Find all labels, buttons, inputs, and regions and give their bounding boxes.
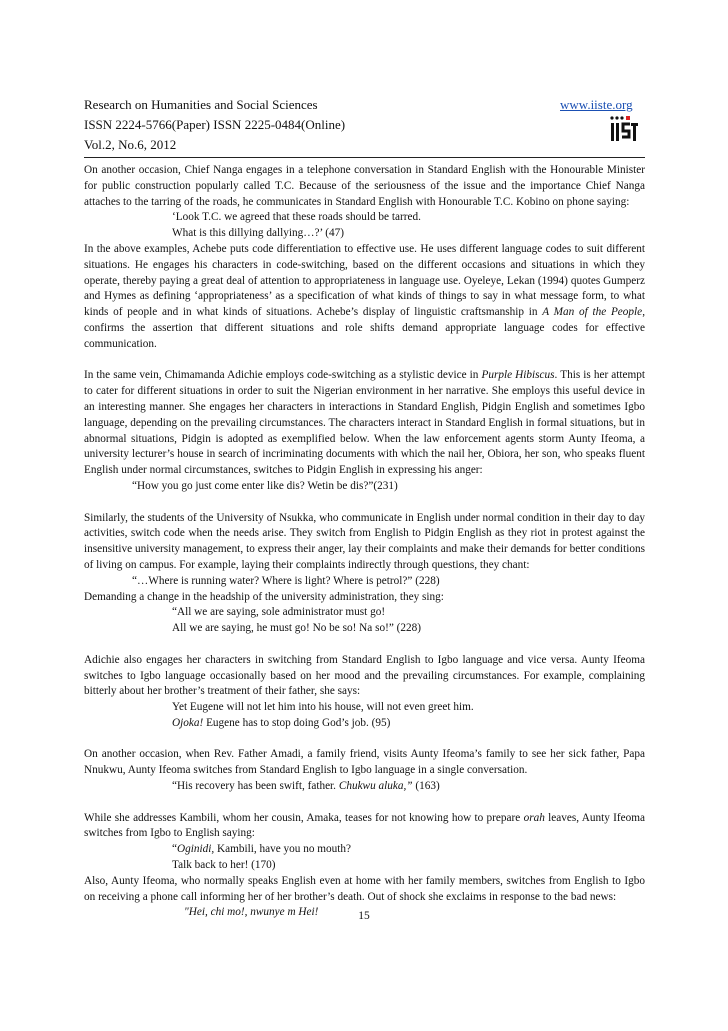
quote-line: ‘Look T.C. we agreed that these roads should be tarred.	[172, 211, 421, 224]
quote-line: "Hei, chi mo!, nwunye m Hei!	[184, 906, 319, 919]
article-body	[84, 163, 645, 921]
paragraph: Adichie also engages her characters in switching from Standard English to Igbo language and vice versa. Aunty Ifeoma switches to Igbo language occasionally based on her mood and the prevailing circumstances. For example, complaining bitterly about her brother’s treatment of their father, she says:	[84, 653, 645, 698]
paragraph: While she addresses Kambili, whom her cousin, Amaka, teases for not knowing how to prepare orah leaves, Aunty Ifeoma switches from Igbo to English saying:	[84, 811, 645, 840]
book-title: A Man of the People	[542, 306, 643, 319]
volume-line: Vol.2, No.6, 2012	[84, 137, 177, 152]
quote-line: “His recovery has been swift, father. Chukwu aluka,” (163)	[172, 780, 440, 793]
journal-title: Research on Humanities and Social Sciences	[84, 97, 318, 112]
paragraph: Similarly, the students of the University of Nsukka, who communicate in English under normal condition in their day to day activities, switch code when the needs arise. They switch from English to Pidgin English as they riot in protest against the insensitive university management, to express their anger, lay their complaints and make their demands for better conditions of living on campus. For example, laying their complaints indirectly through questions, they chant:	[84, 511, 645, 571]
quote-line: “All we are saying, sole administrator must go!	[172, 606, 386, 619]
paragraph: On another occasion, Chief Nanga engages in a telephone conversation in Standard English with the Honourable Minister for public construction popularly called T.C. Because of the seriousness of the issue and the importance Chief Nanga attaches to the tarring of the roads, he communicates in Standard English with Honourable T.C. Kobino on phone saying:	[84, 164, 645, 208]
quote-line: Yet Eugene will not let him into his house, will not even greet him.	[172, 701, 474, 714]
quote-line: Ojoka! Eugene has to stop doing God’s job. (95)	[172, 716, 391, 729]
page-number: 15	[358, 910, 370, 922]
quote-line: “Oginidi, Kambili, have you no mouth?	[172, 843, 352, 856]
quote-line: “How you go just come enter like dis? Wetin be dis?”(231)	[132, 479, 398, 492]
iiste-logo-icon	[609, 115, 641, 143]
paragraph: In the above examples, Achebe puts code differentiation to effective use. He uses different language codes to suit different situations. He engages his characters in code-switching, based on the different occasions and situations in which they operate, thereby paying a great deal of attention to appropriateness in language use. Oyeleye, Lekan (1994) quotes Gumperz and Hymes as defining ‘appropriateness’ as a specification of what kinds of things to say in what message form, to what kinds of people and in what kinds of situations. Achebe’s display of linguistic craftsmanship in A Man of the People, confirms the assertion that different situations and role shifts demand appropriate language codes for effective communication.	[84, 242, 645, 350]
issn-line: ISSN 2224-5766(Paper) ISSN 2225-0484(Online)	[84, 117, 346, 132]
quote-line: All we are saying, he must go! No be so! Na so!” (228)	[172, 622, 421, 635]
paragraph: In the same vein, Chimamanda Adichie employs code-switching as a stylistic device in Purple Hibiscus. This is her attempt to cater for different situations in order to suit the Nigerian environment in her narrative. She employs this useful device in an interesting manner. She engages her characters in interactions in Standard English, Pidgin English and sometimes Igbo language, depending on the prevailing circumstances. The characters interact in Standard English in formal situations, but in abnormal situations, Pidgin is adopted as exemplified below. When the law enforcement agents storm Aunty Ifeoma, a university lecturer’s house in search of incriminating documents with which the nail her, Obiora, her son, who speaks fluent English under normal circumstances, switches to Pidgin English in expressing his anger:	[84, 369, 646, 477]
journal-url-link[interactable]: www.iiste.org	[560, 97, 633, 112]
quote-line: What is this dillying dallying…?’ (47)	[172, 227, 344, 240]
quote-line: “…Where is running water? Where is light? Where is petrol?” (228)	[132, 574, 440, 587]
header-divider	[84, 157, 645, 158]
paragraph: On another occasion, when Rev. Father Amadi, a family friend, visits Aunty Ifeoma’s family to see her sick father, Papa Nnukwu, Aunty Ifeoma switches from Standard English to Igbo language in a single conversation.	[84, 748, 645, 777]
paragraph: Also, Aunty Ifeoma, who normally speaks English even at home with her family members, switches from English to Igbo on receiving a phone call informing her of her brother’s death. Out of shock she exclaims in response to the bad news:	[84, 874, 645, 903]
quote-line: Talk back to her! (170)	[172, 859, 276, 872]
paragraph: Demanding a change in the headship of the university administration, they sing:	[84, 590, 444, 603]
book-title: Purple Hibiscus	[481, 369, 555, 382]
